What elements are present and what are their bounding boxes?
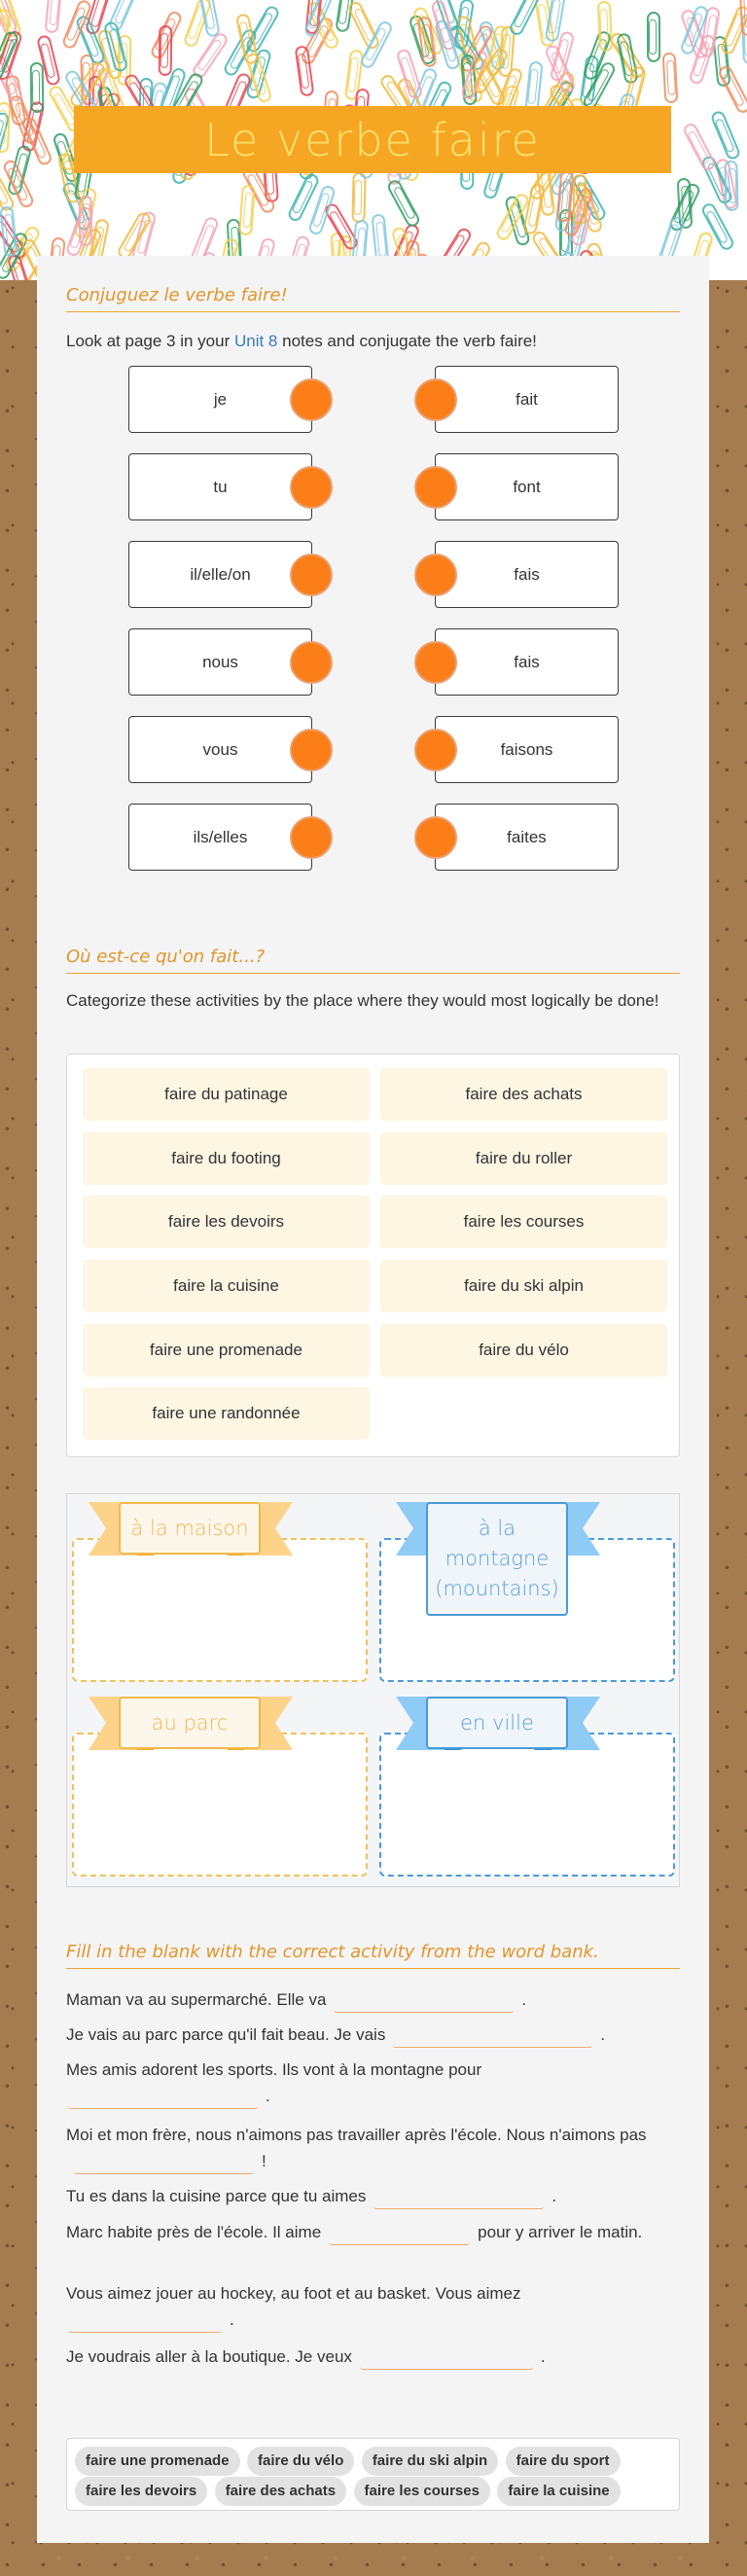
sentence-text: Mes amis adorent les sports. Ils vont à la montagne pour bbox=[66, 2060, 482, 2079]
instructions-text: Look at page 3 in your bbox=[66, 332, 234, 350]
category-panel bbox=[66, 1493, 680, 1887]
match-right-item[interactable] bbox=[435, 628, 619, 696]
match-connector-dot[interactable] bbox=[414, 466, 457, 509]
section-heading-categorize: Où est-ce qu'on fait...? bbox=[66, 947, 680, 974]
match-right-item[interactable] bbox=[435, 804, 619, 871]
match-right-item[interactable] bbox=[435, 541, 619, 608]
unit-8-link[interactable]: Unit 8 bbox=[233, 332, 278, 350]
match-connector-dot[interactable] bbox=[290, 378, 333, 421]
worksheet-card bbox=[37, 256, 709, 2543]
categorize-instructions: Categorize these activities by the place where they would most logically be done! bbox=[66, 991, 659, 1010]
match-left-label: je bbox=[213, 389, 228, 409]
word-chip[interactable]: faire du sport bbox=[506, 2447, 621, 2476]
match-right-item[interactable] bbox=[435, 366, 619, 433]
sentence-text: . bbox=[521, 1990, 527, 2009]
sentence-text: Vous aimez jouer au hockey, au foot et au basket. Vous aimez bbox=[66, 2284, 521, 2303]
draggable-activity[interactable]: faire les courses bbox=[380, 1196, 667, 1248]
word-chip[interactable]: faire les devoirs bbox=[75, 2477, 207, 2506]
match-connector-dot[interactable] bbox=[290, 554, 333, 596]
match-connector-dot[interactable] bbox=[290, 729, 333, 771]
word-chip[interactable]: faire du ski alpin bbox=[362, 2447, 498, 2476]
conjugation-instructions bbox=[66, 328, 680, 354]
sentence-text: Tu es dans la cuisine parce que tu aimes bbox=[66, 2187, 367, 2205]
draggable-activity[interactable]: faire des achats bbox=[380, 1068, 667, 1121]
match-connector-dot[interactable] bbox=[414, 641, 457, 684]
draggable-activity[interactable]: faire du ski alpin bbox=[380, 1260, 667, 1312]
section-heading-conjugation: Conjuguez le verbe faire! bbox=[66, 285, 680, 312]
blank-input[interactable] bbox=[360, 2348, 533, 2370]
draggable-activity[interactable]: faire du vélo bbox=[380, 1324, 667, 1377]
match-left-item[interactable] bbox=[128, 541, 312, 608]
match-connector-dot[interactable] bbox=[290, 816, 333, 859]
page-title: Le verbe faire bbox=[204, 113, 541, 166]
match-left-item[interactable] bbox=[128, 628, 312, 696]
match-right-item[interactable] bbox=[435, 716, 619, 783]
match-left-item[interactable] bbox=[128, 453, 312, 520]
match-connector-dot[interactable] bbox=[414, 378, 457, 421]
match-right-label: fais bbox=[514, 564, 540, 584]
category-label-au-parc: au parc bbox=[119, 1697, 261, 1749]
blank-input[interactable] bbox=[393, 2026, 592, 2048]
draggable-activity[interactable]: faire du roller bbox=[380, 1132, 667, 1185]
sentence-text: . bbox=[551, 2187, 557, 2205]
blank-input[interactable] bbox=[74, 2153, 254, 2174]
sentence-text: Je voudrais aller à la boutique. Je veux bbox=[66, 2347, 352, 2366]
match-left-item[interactable] bbox=[128, 366, 312, 433]
word-chip[interactable]: faire du vélo bbox=[247, 2447, 354, 2476]
category-label-a-la-maison: à la maison bbox=[119, 1502, 261, 1555]
draggable-activity[interactable]: faire une randonnée bbox=[83, 1387, 370, 1440]
draggable-activity[interactable]: faire une promenade bbox=[83, 1324, 370, 1377]
sentence-text: ! bbox=[262, 2152, 267, 2170]
sentence-text: Moi et mon frère, nous n'aimons pas travailler après l'école. Nous n'aimons pas bbox=[66, 2126, 647, 2144]
match-left-item[interactable] bbox=[128, 716, 312, 783]
fill-sentence bbox=[66, 2219, 680, 2245]
match-left-label: il/elle/on bbox=[190, 564, 251, 584]
instructions-text: notes and conjugate the verb faire! bbox=[277, 332, 537, 350]
match-left-label: vous bbox=[202, 739, 238, 759]
word-chip[interactable]: faire des achats bbox=[215, 2477, 346, 2506]
section-heading-fill-blank: Fill in the blank with the correct activity from the word bank. bbox=[66, 1942, 680, 1969]
category-label-en-ville: en ville bbox=[426, 1697, 568, 1749]
sentence-text: Marc habite près de l'école. Il aime bbox=[66, 2223, 322, 2241]
drop-zone-a-la-maison[interactable] bbox=[72, 1538, 368, 1682]
word-chip[interactable]: faire les courses bbox=[354, 2477, 490, 2506]
match-connector-dot[interactable] bbox=[290, 466, 333, 509]
fill-sentence bbox=[66, 2057, 680, 2109]
match-right-label: faisons bbox=[500, 739, 553, 759]
draggable-activity[interactable]: faire du patinage bbox=[83, 1068, 370, 1121]
blank-input[interactable] bbox=[68, 2311, 222, 2333]
sentence-text: Maman va au supermarché. Elle va bbox=[66, 1990, 327, 2009]
match-left-label: ils/elles bbox=[193, 827, 248, 846]
sentence-text: pour y arriver le matin. bbox=[478, 2223, 643, 2241]
fill-sentence bbox=[66, 1986, 680, 2013]
blank-input[interactable] bbox=[334, 1991, 514, 2013]
blank-input[interactable] bbox=[329, 2224, 470, 2245]
match-connector-dot[interactable] bbox=[414, 554, 457, 596]
draggable-activity[interactable]: faire du footing bbox=[83, 1132, 370, 1185]
match-left-label: nous bbox=[202, 652, 238, 671]
match-left-item[interactable] bbox=[128, 804, 312, 871]
fill-sentence bbox=[66, 2021, 680, 2048]
activity-bank bbox=[66, 1054, 680, 1457]
word-chip[interactable]: faire une promenade bbox=[75, 2447, 240, 2476]
category-label-a-la-montagne: à la montagne (mountains) bbox=[426, 1502, 568, 1616]
draggable-activity[interactable]: faire les devoirs bbox=[83, 1196, 370, 1248]
match-connector-dot[interactable] bbox=[414, 729, 457, 771]
sentence-text: . bbox=[600, 2025, 606, 2044]
header-banner-area bbox=[0, 0, 747, 280]
fill-sentence bbox=[66, 2280, 680, 2333]
match-left-label: tu bbox=[213, 477, 228, 496]
word-chip[interactable]: faire la cuisine bbox=[497, 2477, 620, 2506]
sentence-text: Je vais au parc parce qu'il fait beau. Je vais bbox=[66, 2025, 386, 2044]
fill-sentence bbox=[66, 2343, 680, 2370]
sentence-text: . bbox=[266, 2087, 270, 2105]
match-right-label: faites bbox=[507, 827, 547, 846]
fill-sentence bbox=[66, 2183, 680, 2209]
blank-input[interactable] bbox=[68, 2088, 258, 2109]
match-right-item[interactable] bbox=[435, 453, 619, 520]
drop-zone-au-parc[interactable] bbox=[72, 1733, 368, 1877]
title-banner bbox=[74, 106, 671, 173]
sentence-text: . bbox=[540, 2347, 546, 2366]
match-right-label: fait bbox=[516, 389, 538, 409]
fill-sentence bbox=[66, 2122, 680, 2174]
draggable-activity[interactable]: faire la cuisine bbox=[83, 1260, 370, 1312]
match-right-label: fais bbox=[514, 652, 540, 671]
match-connector-dot[interactable] bbox=[414, 816, 457, 859]
match-connector-dot[interactable] bbox=[290, 641, 333, 684]
match-right-label: font bbox=[513, 477, 541, 496]
drop-zone-en-ville[interactable] bbox=[379, 1733, 675, 1877]
word-bank bbox=[66, 2438, 680, 2511]
blank-input[interactable] bbox=[374, 2188, 544, 2209]
sentence-text: . bbox=[230, 2310, 234, 2329]
